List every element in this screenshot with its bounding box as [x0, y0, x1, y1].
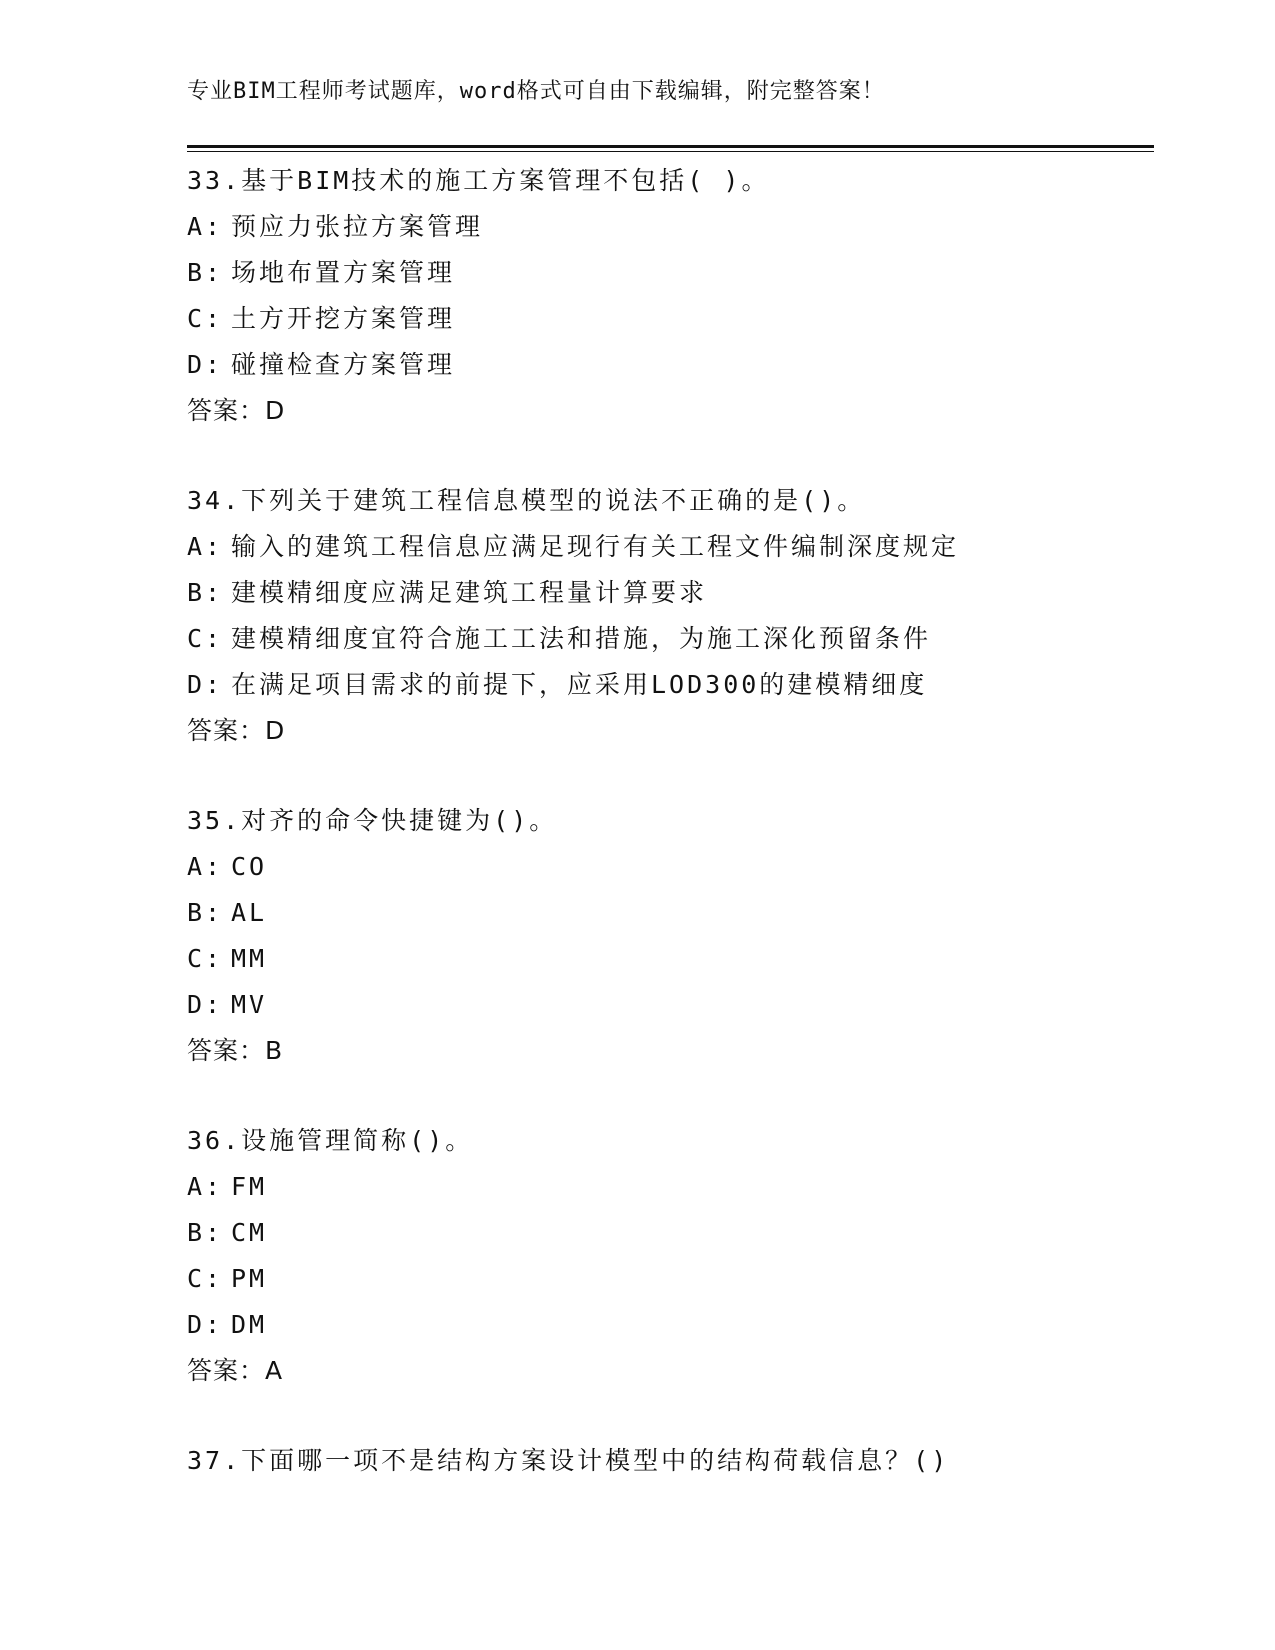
option-a	[187, 204, 1167, 250]
question-stem: 33.基于BIM技术的施工方案管理不包括( )。	[187, 166, 770, 195]
option-a	[187, 844, 1167, 890]
option-c	[187, 1256, 1167, 1302]
question-34	[187, 478, 1167, 754]
option-d	[187, 662, 1167, 708]
option-d	[187, 1302, 1167, 1348]
option-d	[187, 982, 1167, 1028]
option-key: B:	[187, 578, 224, 607]
option-a	[187, 1164, 1167, 1210]
option-text: MV	[231, 990, 268, 1019]
option-key: B:	[187, 1218, 224, 1247]
question-37	[187, 1438, 1167, 1484]
spacer	[187, 434, 1167, 478]
option-a	[187, 524, 1167, 570]
question-36	[187, 1118, 1167, 1394]
header-rule-thick	[187, 145, 1154, 148]
option-c	[187, 296, 1167, 342]
option-key: B:	[187, 258, 224, 287]
option-b	[187, 250, 1167, 296]
option-b	[187, 1210, 1167, 1256]
question-stem: 34.下列关于建筑工程信息模型的说法不正确的是()。	[187, 486, 866, 515]
option-key: A:	[187, 1172, 224, 1201]
option-key: D:	[187, 670, 224, 699]
answer-line: 答案：A	[187, 1356, 284, 1385]
option-text: 在满足项目需求的前提下，应采用LOD300的建模精细度	[231, 670, 928, 699]
option-text: 建模精细度宜符合施工工法和措施，为施工深化预留条件	[231, 624, 932, 653]
option-key: B:	[187, 898, 224, 927]
option-text: CM	[231, 1218, 268, 1247]
option-b	[187, 890, 1167, 936]
option-text: FM	[231, 1172, 268, 1201]
option-key: C:	[187, 944, 224, 973]
option-key: C:	[187, 304, 224, 333]
question-list	[187, 158, 1167, 1484]
option-c	[187, 936, 1167, 982]
spacer	[187, 1074, 1167, 1118]
option-text: PM	[231, 1264, 268, 1293]
option-key: D:	[187, 1310, 224, 1339]
option-b	[187, 570, 1167, 616]
spacer	[187, 1394, 1167, 1438]
option-d	[187, 342, 1167, 388]
answer-line: 答案：D	[187, 396, 286, 425]
option-text: DM	[231, 1310, 268, 1339]
option-c	[187, 616, 1167, 662]
option-text: 场地布置方案管理	[231, 258, 456, 287]
option-key: A:	[187, 532, 224, 561]
option-key: A:	[187, 852, 224, 881]
question-stem: 36.设施管理简称()。	[187, 1126, 474, 1155]
option-text: MM	[231, 944, 268, 973]
question-35	[187, 798, 1167, 1074]
option-key: C:	[187, 1264, 224, 1293]
option-text: 建模精细度应满足建筑工程量计算要求	[231, 578, 708, 607]
question-stem: 35.对齐的命令快捷键为()。	[187, 806, 558, 835]
question-stem: 37.下面哪一项不是结构方案设计模型中的结构荷载信息？()	[187, 1446, 950, 1475]
header-rule-thin	[187, 151, 1154, 152]
answer-line: 答案：D	[187, 716, 286, 745]
spacer	[187, 754, 1167, 798]
option-key: D:	[187, 990, 224, 1019]
option-text: AL	[231, 898, 268, 927]
option-key: D:	[187, 350, 224, 379]
option-text: 碰撞检查方案管理	[231, 350, 456, 379]
question-33	[187, 158, 1167, 434]
option-text: 土方开挖方案管理	[231, 304, 456, 333]
option-key: C:	[187, 624, 224, 653]
page-header: 专业BIM工程师考试题库，word格式可自由下载编辑，附完整答案！	[187, 79, 885, 104]
option-key: A:	[187, 212, 224, 241]
option-text: 预应力张拉方案管理	[231, 212, 484, 241]
option-text: CO	[231, 852, 268, 881]
option-text: 输入的建筑工程信息应满足现行有关工程文件编制深度规定	[231, 532, 960, 561]
answer-line: 答案：B	[187, 1036, 284, 1065]
